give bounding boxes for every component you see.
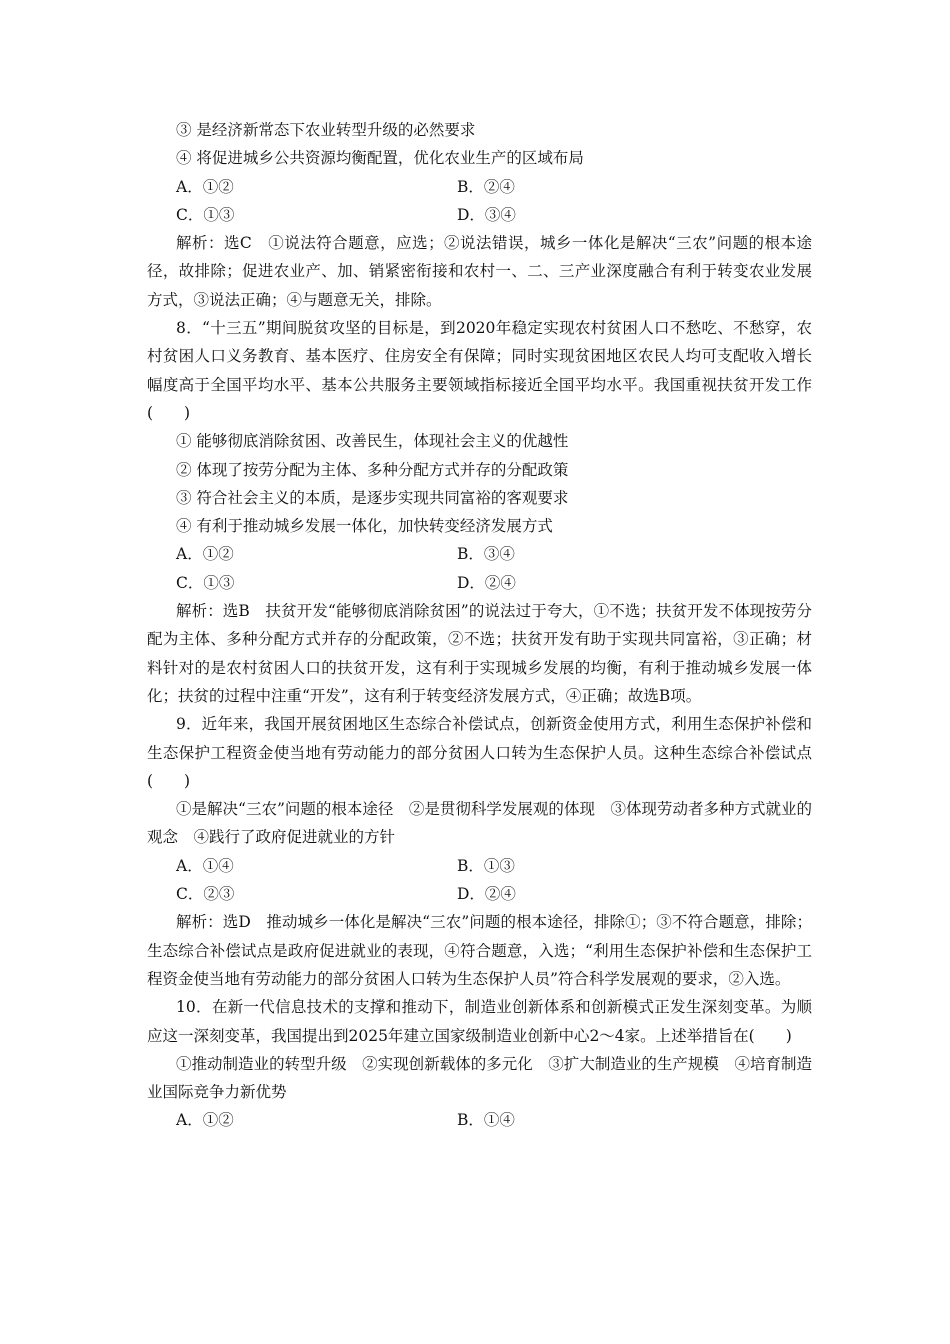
- q8-options-row-2: [147, 569, 812, 597]
- q7-options-row-2: [147, 201, 812, 229]
- q7-option-a: A．①②: [176, 177, 234, 196]
- q7-option-d: D．③④: [457, 205, 516, 224]
- q8-option-c: C．①③: [176, 573, 235, 592]
- q7-option-c: C．①③: [176, 205, 235, 224]
- q7-options-row-1: [147, 173, 812, 201]
- q7-analysis: 解析：选C ①说法符合题意，应选；②说法错误，城乡一体化是解决“三农”问题的根本途径，故排除；促进农业产、加、销紧密衔接和农村一、二、三产业深度融合有利于转变农业发展方式，③说法正确；④与题意无关，排除。: [147, 234, 812, 309]
- q9-stem: 9．近年来，我国开展贫困地区生态综合补偿试点，创新资金使用方式，利用生态保护补偿和生态保护工程资金使当地有劳动能力的部分贫困人口转为生态保护人员。这种生态综合补偿试点( ): [147, 715, 812, 790]
- q9-items: ①是解决“三农”问题的根本途径 ②是贯彻科学发展观的体现 ③体现劳动者多种方式就业的观念 ④践行了政府促进就业的方针: [147, 800, 812, 847]
- q8-options-row-1: [147, 540, 812, 568]
- q7-item-3: ③ 是经济新常态下农业转型升级的必然要求: [176, 121, 476, 139]
- q9-option-c: C．②③: [176, 885, 235, 904]
- q8-item-2: ② 体现了按劳分配为主体、多种分配方式并存的分配政策: [176, 460, 569, 479]
- q8-item-3: ③ 符合社会主义的本质，是逐步实现共同富裕的客观要求: [176, 488, 569, 507]
- q8-item-1: ① 能够彻底消除贫困、改善民生，体现社会主义的优越性: [176, 432, 569, 451]
- q10-items: ①推动制造业的转型升级 ②实现创新载体的多元化 ③扩大制造业的生产规模 ④培育制造业国际竞争力新优势: [147, 1054, 812, 1102]
- q8-stem: 8．“十三五”期间脱贫攻坚的目标是，到2020年稳定实现农村贫困人口不愁吃、不愁穿，农村贫困人口义务教育、基本医疗、住房安全有保障；同时实现贫困地区农民人均可支配收入增长幅度高于全国平均水平、基本公共服务主要领域指标接近全国平均水平。我国重视扶贫开发工作( ): [147, 319, 812, 422]
- q9-options-row-1: [147, 852, 812, 880]
- q9-options-row-2: [147, 880, 812, 908]
- q7-item-4: ④ 将促进城乡公共资源均衡配置，优化农业生产的区域布局: [176, 149, 584, 168]
- q9-option-b: B．①③: [457, 856, 515, 875]
- q7-option-b: B．②④: [457, 177, 515, 196]
- q10-option-b: B．①④: [457, 1111, 515, 1130]
- q10-option-a: A．①②: [176, 1111, 234, 1130]
- q8-option-a: A．①②: [176, 545, 234, 564]
- q8-analysis: 解析：选B 扶贫开发“能够彻底消除贫困”的说法过于夸大，①不选；扶贫开发不体现按劳分配为主体、多种分配方式并存的分配政策，②不选；扶贫开发有助于实现共同富裕，③正确；材料针对的是农村贫困人口的扶贫开发，这有利于实现城乡发展的均衡，有利于推动城乡发展一体化；扶贫的过程中注重“开发”，这有利于转变经济发展方式，④正确；故选B项。: [147, 602, 812, 705]
- q8-option-d: D．②④: [457, 573, 516, 592]
- q9-analysis: 解析：选D 推动城乡一体化是解决“三农”问题的根本途径，排除①；③不符合题意，排除；生态综合补偿试点是政府促进就业的表现，④符合题意，入选；“利用生态保护补偿和生态保护工程资金使当地有劳动能力的部分贫困人口转为生态保护人员”符合科学发展观的要求，②入选。: [147, 913, 812, 988]
- q10-stem: 10．在新一代信息技术的支撑和推动下，制造业创新体系和创新模式正发生深刻变革。为顺应这一深刻变革，我国提出到2025年建立国家级制造业创新中心2～4家。上述举措旨在( ): [147, 998, 812, 1045]
- q9-option-a: A．①④: [176, 856, 234, 875]
- q8-option-b: B．③④: [457, 545, 515, 564]
- q8-item-4: ④ 有利于推动城乡发展一体化，加快转变经济发展方式: [176, 517, 553, 536]
- document-page: [147, 116, 812, 1135]
- q10-options-row-1: [147, 1106, 812, 1134]
- q9-option-d: D．②④: [457, 885, 516, 904]
